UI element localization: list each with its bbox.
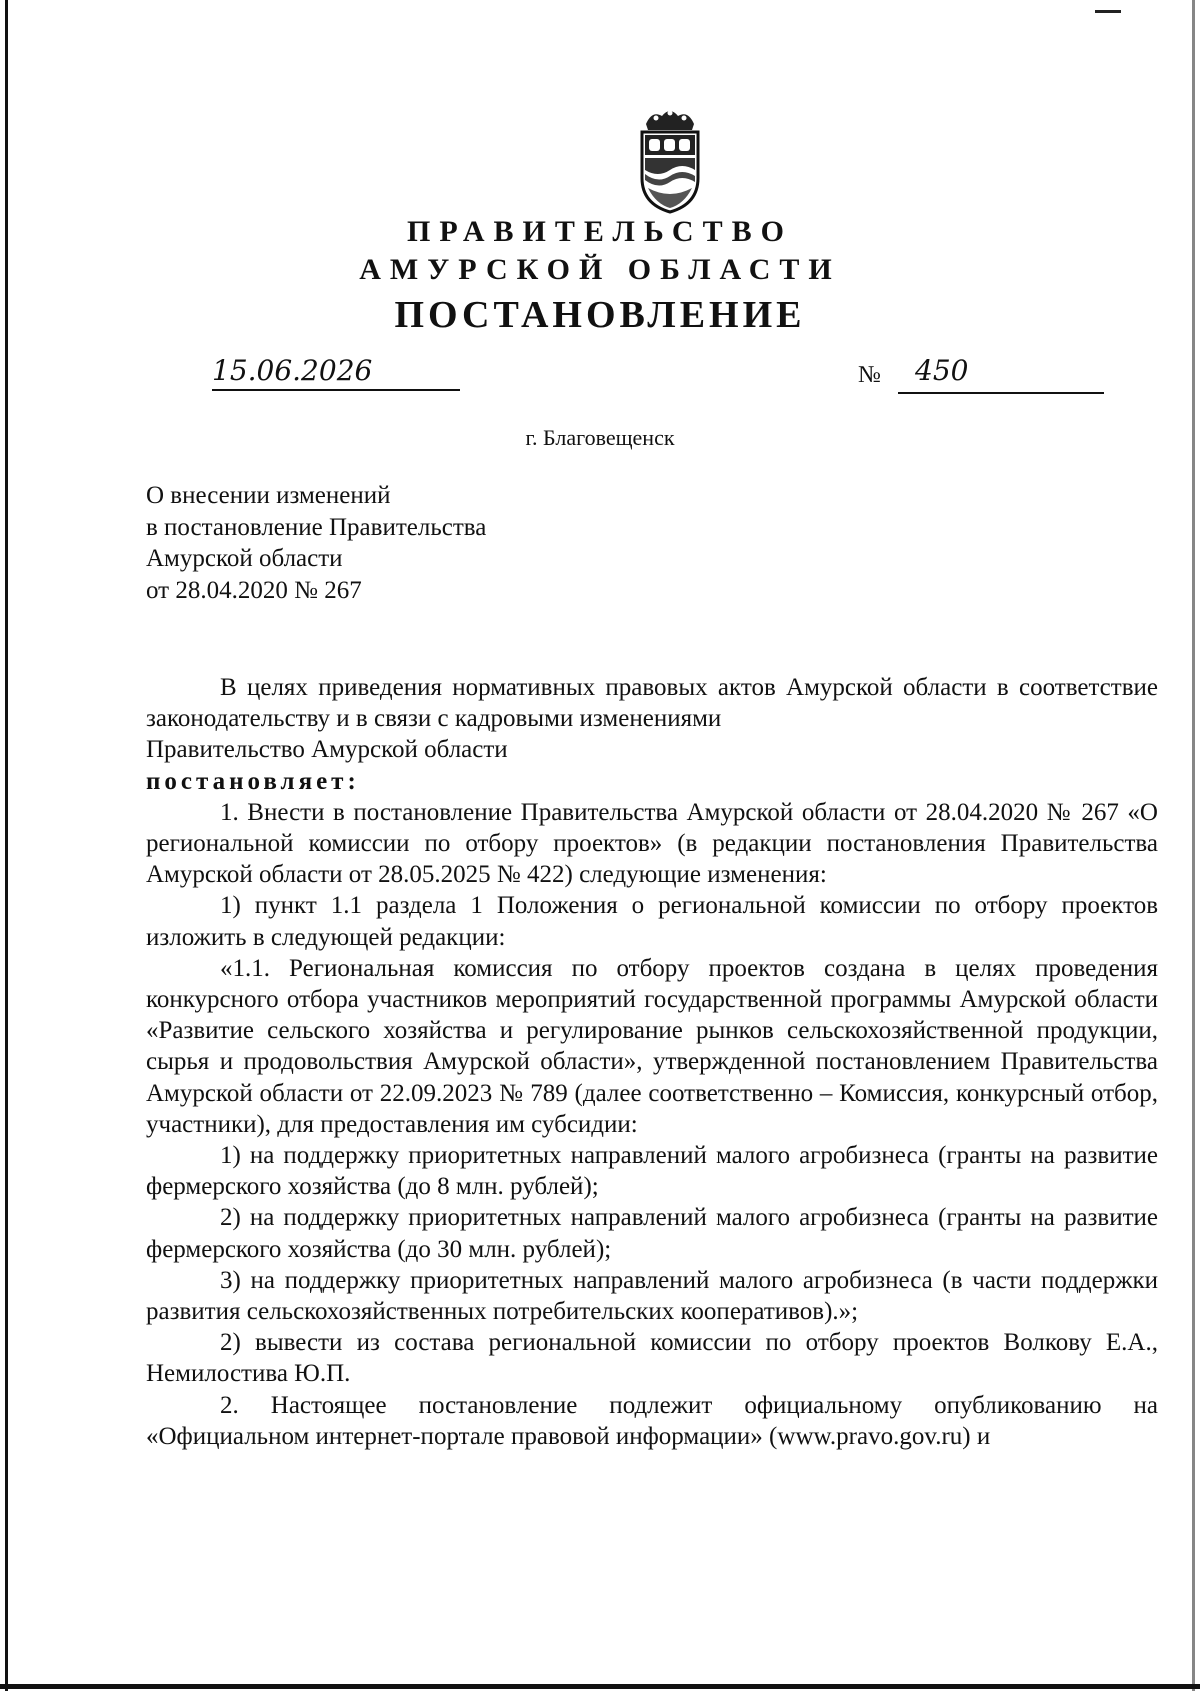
scan-edge-left	[5, 0, 8, 1691]
organization-name	[300, 213, 900, 289]
document-type: ПОСТАНОВЛЕНИЕ	[394, 294, 806, 336]
subject-line: от 28.04.2020 № 267	[146, 576, 362, 604]
document-number: 450	[915, 354, 969, 387]
number-sign: №	[858, 362, 881, 388]
organization-name-line2: АМУРСКОЙ ОБЛАСТИ	[359, 253, 841, 286]
issue-city: г. Благовещенск	[525, 425, 675, 450]
scan-mark	[1095, 10, 1121, 13]
organization-name-line1: ПРАВИТЕЛЬСТВО	[407, 215, 793, 248]
preamble-end: Правительство Амурской области	[146, 736, 508, 764]
date-underline	[212, 389, 460, 391]
decree-word: постановляет:	[146, 767, 360, 795]
preamble: В целях приведения нормативных правовых актов Амурской области в соответствие законодательству и в связи с кадровыми изменениями	[146, 674, 1158, 733]
clause-2: 2. Настоящее постановление подлежит официальному опубликованию на «Официальном интернет-портале правовой информации» (www.pravo.gov.ru) и	[146, 1391, 1158, 1450]
clause-1: 1. Внести в постановление Правительства Амурской области от 28.04.2020 № 267 «О региональной комиссии по отбору проектов» (в редакции постановления Правительства Амурской области от 28.05.2025 № 422) следующие изменения:	[146, 798, 1158, 889]
document-body	[146, 672, 1158, 1452]
coat-of-arms-icon	[632, 104, 708, 216]
scan-edge-bottom	[0, 1684, 1200, 1689]
subject-line: в постановление Правительства	[146, 513, 487, 541]
clause-1-item-1: 1) пункт 1.1 раздела 1 Положения о региональной комиссии по отбору проектов изложить в следующей редакции:	[146, 892, 1158, 951]
subject-line: Амурской области	[146, 545, 343, 572]
clause-1-item-2: 2) вывести из состава региональной комиссии по отбору проектов Волкову Е.А., Немилостива Ю.П.	[146, 1329, 1158, 1388]
number-underline	[898, 392, 1104, 394]
subsidy-item-3: 3) на поддержку приоритетных направлений малого агробизнеса (в части поддержки развития сельскохозяйственных потребительских кооперативов).»;	[146, 1266, 1158, 1326]
document-date: 15.06.2026	[212, 354, 373, 387]
subsidy-item-2: 2) на поддержку приоритетных направлений малого агробизнеса (гранты на развитие фермерского хозяйства (до 30 млн. рублей);	[146, 1204, 1158, 1263]
subsidy-item-1: 1) на поддержку приоритетных направлений малого агробизнеса (гранты на развитие фермерского хозяйства (до 8 млн. рублей);	[146, 1142, 1158, 1201]
subject-line: О внесении изменений	[146, 482, 391, 509]
document-subject	[146, 480, 706, 606]
clause-1-item-1-text: «1.1. Региональная комиссия по отбору проектов создана в целях проведения конкурсного отбора участников мероприятий государственной программы Амурской области «Развитие сельского хозяйства и регулирование рынков сельскохозяйственной продукции, сырья и продовольствия Амурской области», утвержденной постановлением Правительства Амурской области от 22.09.2023 № 789 (далее соответственно – Комиссия, конкурсный отбор, участники), для предоставления им субсидии:	[146, 954, 1158, 1138]
scan-edge-right	[1192, 0, 1195, 1691]
